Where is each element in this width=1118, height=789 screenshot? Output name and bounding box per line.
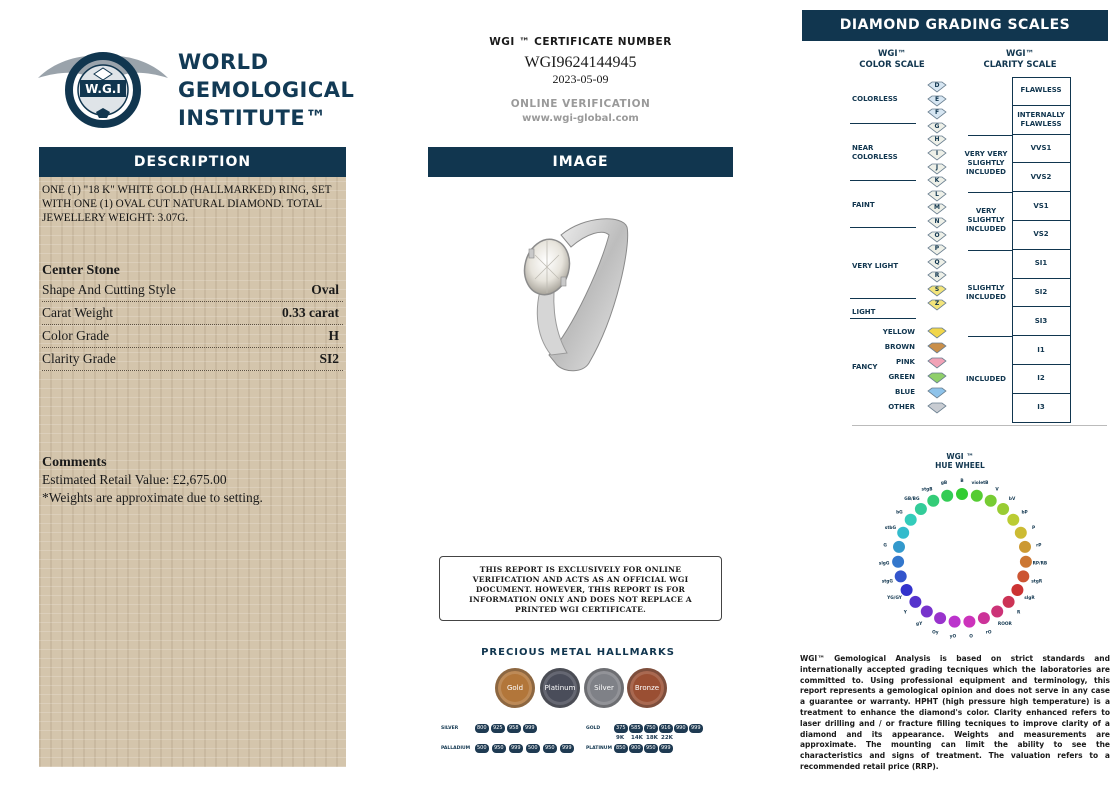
color-grade-letter: G (934, 122, 940, 130)
spec-value: Oval (311, 282, 339, 297)
spec-row-shape (42, 279, 343, 302)
ring-image (505, 205, 645, 385)
hue-label: bG (896, 510, 903, 516)
hue-label: stbG (884, 526, 897, 532)
hallmark-stamp: 958 (509, 725, 519, 731)
fancy-color-gem (926, 371, 948, 383)
fancy-color-gem (926, 356, 948, 368)
clarity-grade-cell: SI3 (1012, 307, 1070, 336)
color-grade-letter: J (935, 163, 939, 171)
hue-label: violetB (971, 481, 989, 487)
hue-label: GB/BG (904, 497, 920, 503)
color-grade-letter: M (934, 204, 940, 212)
clarity-grade-cell: SI1 (1012, 250, 1070, 279)
hallmark-metal-label: PALLADIUM (441, 746, 471, 751)
color-grade-letter: H (934, 136, 940, 144)
color-grade-letter: N (934, 218, 940, 225)
verification-url[interactable]: www.wgi-global.com (522, 113, 639, 124)
fancy-color-gem (926, 326, 948, 338)
color-grade-gem (926, 107, 948, 119)
hue-swatch (1019, 555, 1032, 568)
hallmark-karat: 18K (646, 735, 658, 741)
hallmark-stamp: 990 (676, 725, 686, 731)
hue-label: slgR (1024, 596, 1035, 601)
spec-label: Clarity Grade (42, 351, 116, 366)
logo-text-world: WORLD (178, 50, 269, 74)
color-grade-gem (926, 270, 948, 282)
hallmark-stamp: 925 (493, 725, 503, 731)
color-grade-gem (926, 134, 948, 146)
hue-wheel-title: WGI ™ HUE WHEEL (935, 452, 985, 470)
online-verification-label: ONLINE VERIFICATION (510, 98, 651, 110)
spec-value: H (328, 328, 339, 343)
coin-label: Bronze (634, 684, 660, 692)
hallmark-stamp: 950 (646, 745, 656, 751)
color-grade-letter: Q (934, 258, 940, 266)
color-grade-gem (926, 216, 948, 228)
fancy-color-label: BROWN (884, 343, 915, 351)
color-grade-gem (926, 202, 948, 214)
color-grade-gem (926, 257, 948, 269)
category-divider (850, 227, 916, 228)
color-grade-letter: I (935, 150, 939, 157)
clarity-group-divider (968, 336, 1012, 337)
color-grade-gem (926, 175, 948, 187)
hue-swatch (927, 494, 940, 507)
hallmark-stamp: 950 (494, 745, 504, 751)
color-grade-letter: R (934, 272, 940, 280)
logo-text-gemological: GEMOLOGICAL (178, 78, 355, 102)
color-grade-letter: F (934, 109, 940, 117)
diamond-icon (926, 372, 948, 384)
hue-label: slgG (878, 561, 890, 567)
clarity-grade-cell: VVS2 (1012, 163, 1070, 192)
hue-label: Y (903, 610, 907, 616)
hallmark-stamp: 950 (545, 745, 555, 751)
svg-text:W.G.I: W.G.I (85, 82, 121, 96)
category-divider (850, 123, 916, 124)
clarity-group-divider (968, 250, 1012, 251)
hue-label: stgR (1031, 579, 1043, 585)
color-grade-letter: K (934, 177, 940, 185)
coin-label: Silver (594, 684, 614, 692)
clarity-grade-cell: I2 (1012, 365, 1070, 394)
silver-coin-icon (584, 668, 624, 708)
hue-swatch (1007, 513, 1020, 526)
certificate-date: 2023-05-09 (552, 72, 609, 86)
hallmark-karat: 22K (661, 735, 673, 741)
clarity-grade-cell: SI2 (1012, 279, 1070, 308)
hue-swatch (956, 488, 969, 501)
hue-swatch (1014, 526, 1027, 539)
spec-label: Shape And Cutting Style (42, 282, 176, 297)
hue-label: RP/RB (1032, 561, 1048, 567)
fancy-color-label: YELLOW (882, 328, 915, 336)
hue-swatch (897, 526, 910, 539)
hallmark-metal-label: PLATINUM (586, 746, 612, 751)
hue-swatch (1011, 584, 1024, 597)
clarity-group-label: VERY VERY SLIGHTLY INCLUDED (964, 149, 1008, 176)
hallmark-stamp: 850 (616, 745, 626, 751)
certificate-number-label: WGI ™ CERTIFICATE NUMBER (489, 36, 672, 48)
color-grade-letter: P (934, 245, 940, 253)
center-stone-title: Center Stone (42, 263, 120, 278)
hue-swatch (914, 503, 927, 516)
hue-swatch (934, 612, 947, 625)
hue-swatch (948, 615, 961, 628)
wgi-emblem-icon (36, 38, 170, 130)
clarity-grade-cell: VVS1 (1012, 135, 1070, 164)
hue-label: yO (949, 634, 957, 640)
hue-swatch (991, 605, 1004, 618)
diamond-icon (926, 342, 948, 354)
color-category-label: FAINT (852, 201, 875, 209)
hallmark-stamp: 916 (661, 725, 671, 731)
footnote-text: WGI™ Gemological Analysis is based on strict standards and internationally accepted grading tecniques which the laboratories are committed to. Using professional equipment and terminology, this report represents a gemological opinion and does not serve in any case a guarantee or warranty. HPHT (high pressure high temperature) is a treatment to enhance the diamond's color. Clarity enhanced refers to laser drilling and / or fracture filling tecniques to improve clarity of a diamond and its appearance. Weights and measurements are approximate. The mounting can limit the ability to see the characteristics and signs of treatment. The valuation refers to a recommended retail price (RRP). (800, 654, 1110, 771)
diamond-icon (926, 402, 948, 414)
clarity-group-label: VERY SLIGHTLY INCLUDED (966, 207, 1006, 234)
color-grade-gem (926, 162, 948, 174)
coin-label: Platinum (544, 684, 576, 692)
fancy-color-label: GREEN (888, 373, 915, 381)
color-grade-gem (926, 298, 948, 310)
comment-retail-value: Estimated Retail Value: £2,675.00 (42, 472, 227, 487)
fancy-color-gem (926, 401, 948, 413)
color-grade-gem (926, 148, 948, 160)
hue-swatch (904, 513, 917, 526)
hue-swatch (1002, 595, 1015, 608)
spec-value: SI2 (319, 351, 339, 366)
hue-label: P (1032, 526, 1036, 532)
hue-wheel (870, 470, 1054, 640)
hue-label: rP (1036, 543, 1042, 549)
hallmark-stamp: 900 (631, 745, 641, 751)
hue-label: O (969, 634, 973, 640)
color-grade-gem (926, 284, 948, 296)
hue-swatch (920, 605, 933, 618)
hue-label: stgG (881, 579, 893, 585)
hallmark-karat: 9K (616, 735, 625, 741)
hallmark-stamp: 999 (691, 725, 701, 731)
color-category-label: COLORLESS (852, 95, 898, 103)
color-grade-letter: E (934, 95, 940, 103)
color-grade-gem (926, 189, 948, 201)
hue-swatch (984, 494, 997, 507)
comments-title: Comments (42, 455, 107, 470)
hue-label: ROOR (997, 622, 1012, 628)
description-header: DESCRIPTION (39, 147, 346, 177)
hallmark-stamp: 375 (616, 725, 626, 731)
fancy-color-label: OTHER (888, 403, 915, 411)
hue-swatch (963, 615, 976, 628)
spec-row-clarity (42, 348, 343, 371)
color-grade-gem (926, 230, 948, 242)
hue-swatch (941, 489, 954, 502)
color-category-label: VERY LIGHT (852, 262, 899, 270)
hallmark-stamp: 500 (477, 745, 487, 751)
color-grade-letter: L (935, 190, 939, 198)
hallmark-karat: 14K (631, 735, 643, 741)
hallmarks-title: PRECIOUS METAL HALLMARKS (481, 647, 675, 658)
color-grade-gem (926, 94, 948, 106)
platinum-coin-icon (540, 668, 580, 708)
hue-swatch (1019, 540, 1032, 553)
category-divider (850, 180, 916, 181)
hue-swatch (909, 595, 922, 608)
clarity-grade-cell: I3 (1012, 394, 1070, 423)
hue-label: gY (916, 622, 923, 628)
diamond-icon (926, 387, 948, 399)
clarity-grade-cell: FLAWLESS (1012, 77, 1070, 106)
hue-label: rO (985, 630, 992, 636)
hue-label: bP (1021, 510, 1028, 516)
certificate-number: WGI9624144945 (524, 54, 637, 71)
color-grade-letter: D (934, 82, 940, 89)
hallmark-stamp: 999 (525, 725, 535, 731)
color-scale-title: WGI™ COLOR SCALE (859, 49, 925, 70)
diamond-icon (926, 327, 948, 339)
hue-label: stgB (921, 487, 933, 493)
hue-label: B (960, 479, 964, 484)
color-grade-gem (926, 121, 948, 133)
color-grade-letter: Z (934, 299, 940, 307)
clarity-group-label: SLIGHTLY INCLUDED (966, 283, 1006, 301)
gold-coin-icon (495, 668, 535, 708)
clarity-group-label: INCLUDED (966, 374, 1006, 383)
disclaimer-box: THIS REPORT IS EXCLUSIVELY FOR ONLINE VERIFICATION AND ACTS AS AN OFFICIAL WGI DOCUMENT. HOWEVER, THIS REPORT IS FOR INFORMATION ONLY AND DOES NOT REPLACE A PRINTED WGI CERTIFICATE. (439, 556, 722, 621)
fancy-color-gem (926, 341, 948, 353)
category-divider (850, 318, 916, 319)
clarity-grade-cell: VS2 (1012, 221, 1070, 250)
spec-list (42, 279, 343, 371)
hue-swatch (900, 584, 913, 597)
color-category-label: LIGHT (852, 308, 876, 316)
color-category-label: FANCY (852, 363, 878, 371)
fancy-color-gem (926, 386, 948, 398)
hue-swatch (970, 489, 983, 502)
diamond-icon (926, 357, 948, 369)
hue-swatch (1017, 570, 1030, 583)
hue-swatch (893, 540, 906, 553)
color-grade-letter: S (934, 286, 940, 293)
description-text: ONE (1) "18 K" WHITE GOLD (HALLMARKED) RING, SET WITH ONE (1) OVAL CUT NATURAL DIAMOND. TOTAL JEWELLERY WEIGHT: 3.07G. (42, 184, 332, 224)
clarity-grade-cell: VS1 (1012, 192, 1070, 221)
hue-swatch (894, 570, 907, 583)
hallmark-stamp: 999 (511, 745, 521, 751)
hue-label: Oy (932, 630, 939, 636)
comment-weights-note: *Weights are approximate due to setting. (42, 490, 263, 505)
hallmark-stamp: 999 (661, 745, 671, 751)
clarity-grade-cell: I1 (1012, 336, 1070, 365)
spec-value: 0.33 carat (282, 305, 339, 320)
spec-row-carat (42, 302, 343, 325)
wgi-logo (36, 38, 356, 130)
logo-text-institute: INSTITUTE™ (178, 106, 327, 130)
hue-swatch (977, 612, 990, 625)
clarity-group-divider (968, 135, 1012, 136)
hallmark-stamp: 585 (631, 725, 641, 731)
bronze-coin-icon (627, 668, 667, 708)
hallmark-stamp: 500 (528, 745, 538, 751)
hue-label: gB (940, 481, 948, 487)
description-panel (39, 177, 346, 767)
hue-label: R (1017, 610, 1021, 616)
hallmark-stamp: 999 (562, 745, 572, 751)
hue-label: V (995, 487, 999, 493)
category-divider (850, 298, 916, 299)
color-grade-gem (926, 243, 948, 255)
fancy-color-label: BLUE (894, 388, 915, 396)
hue-swatch (997, 503, 1010, 516)
hue-label: YG/GY (887, 596, 902, 601)
color-grade-letter: O (934, 231, 940, 239)
spec-row-color (42, 325, 343, 348)
clarity-scale-title: WGI™ CLARITY SCALE (983, 49, 1057, 70)
clarity-grade-cell: INTERNALLY FLAWLESS (1012, 106, 1070, 135)
hallmark-stamp: 800 (477, 725, 487, 731)
grading-scales-header: DIAMOND GRADING SCALES (802, 10, 1108, 41)
hallmark-stamp: 750 (646, 725, 656, 731)
color-grade-gem (926, 80, 948, 92)
spec-label: Carat Weight (42, 305, 114, 320)
hallmark-metal-label: GOLD (586, 726, 601, 731)
fancy-color-label: PINK (895, 358, 915, 366)
hue-label: bV (1008, 497, 1016, 503)
hallmark-metal-label: SILVER (441, 726, 459, 731)
spec-label: Color Grade (42, 328, 110, 343)
clarity-group-divider (968, 192, 1012, 193)
image-header: IMAGE (428, 147, 733, 177)
scales-divider (852, 425, 1107, 426)
hue-label: G (883, 543, 887, 549)
coin-label: Gold (506, 684, 524, 692)
color-category-label: NEAR COLORLESS (852, 144, 898, 161)
hue-swatch (892, 555, 905, 568)
